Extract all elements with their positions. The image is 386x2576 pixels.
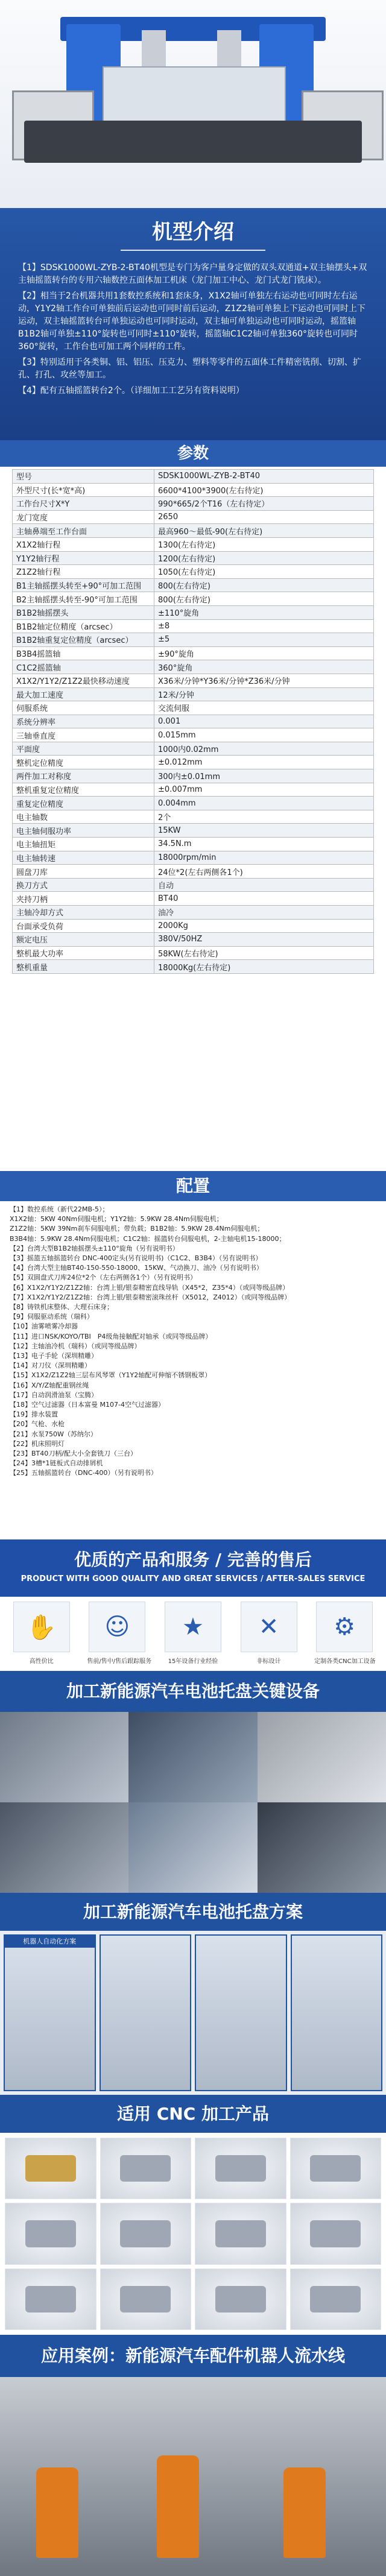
- params-value: 1000内0.02mm: [154, 742, 374, 756]
- params-label: 电主轴数: [13, 810, 154, 824]
- product-photo: [100, 2203, 192, 2264]
- config-item: Z1Z2轴：5KW 39Nm刹车伺服电机；带负载；B1B2轴：5.9KW 28.4Nm伺服电机；: [10, 1225, 264, 1233]
- tools-icon: ✕: [241, 1602, 297, 1652]
- config-item: B3B4轴：5.9KW 28.4Nm伺服电机；C1C2轴：摇篮转台伺服电机，2-主轴电机15-18000；: [10, 1234, 286, 1243]
- params-row: [13, 510, 374, 524]
- params-row: [13, 756, 374, 769]
- equipment-photo: [128, 1712, 257, 1802]
- service-label: 15年设备行业经验: [168, 1658, 218, 1665]
- applications-section: [0, 2335, 386, 2576]
- params-label: 最大加工速度: [13, 687, 154, 701]
- service-section: [0, 1539, 386, 1671]
- params-row: [13, 524, 374, 538]
- params-row: [13, 633, 374, 647]
- params-row: [13, 960, 374, 974]
- params-row: [13, 470, 374, 484]
- params-label: X1X2轴行程: [13, 537, 154, 551]
- config-item: 【2】台湾大型B1B2轴摇摆头±110°旋角（另有说明书）: [10, 1244, 179, 1252]
- params-value: 1200(左右待定): [154, 551, 374, 565]
- params-label: 龙门宽度: [13, 510, 154, 524]
- handshake-icon: ✋: [13, 1602, 70, 1652]
- config-item: 【5】双圆盘式刀库24位*2个（左右两侧各1个）（另有说明书）: [10, 1274, 197, 1282]
- params-label: 型号: [13, 470, 154, 484]
- config-item: 【22】机床照明灯: [10, 1439, 65, 1448]
- team-icon: ☺: [89, 1602, 145, 1652]
- params-value: 360°旋角: [154, 660, 374, 674]
- params-section: [0, 467, 386, 1171]
- equipment-title: 加工新能源汽车电池托盘关键设备: [0, 1671, 386, 1712]
- equipment-section: [0, 1671, 386, 1893]
- config-item: 【8】铸铁机床整体、大理石床身；: [10, 1303, 113, 1312]
- params-value: ±0.007mm: [154, 783, 374, 797]
- config-title: 配置: [0, 1171, 386, 1201]
- service-item: [163, 1602, 223, 1665]
- params-value: ±90°旋角: [154, 646, 374, 660]
- params-row: [13, 619, 374, 633]
- config-item: 【20】气枪、水枪: [10, 1420, 65, 1428]
- params-label: B2主轴摇摆头转至-90°可加工范围: [13, 592, 154, 606]
- config-item: 【4】台湾大型主轴BT40-150-550-18000、15KW、气动换刀、油冷（另有说明书）: [10, 1264, 263, 1272]
- params-value: 交流伺服: [154, 701, 374, 715]
- tray-solution-title: 加工新能源汽车电池托盘方案: [0, 1893, 386, 1931]
- equipment-photo: [0, 1802, 128, 1893]
- params-label: 整机最大功率: [13, 946, 154, 960]
- params-label: 电主轴伺服功率: [13, 824, 154, 838]
- service-label: 售前/售中/售后跟踪服务: [87, 1658, 152, 1665]
- product-photo: [195, 2138, 286, 2199]
- params-label: B1B2轴摇摆头: [13, 605, 154, 619]
- service-title: 优质的产品和服务 / 完善的售后: [74, 1550, 312, 1570]
- params-row: [13, 797, 374, 810]
- params-value: 800(左右待定): [154, 578, 374, 592]
- hero-machine-image: [0, 0, 386, 208]
- tray-solution-section: [0, 1893, 386, 2095]
- config-item: 【24】3槽*1链板式自动排屑机: [10, 1459, 103, 1468]
- robot-line-photo: [0, 2377, 386, 2576]
- params-row: [13, 565, 374, 579]
- params-table: [12, 469, 374, 974]
- product-photo: [5, 2138, 96, 2199]
- products-section: [0, 2095, 386, 2335]
- params-value: 自动: [154, 878, 374, 892]
- params-row: [13, 592, 374, 606]
- params-row: [13, 497, 374, 511]
- certificate-icon: ★: [165, 1602, 221, 1652]
- params-label: 电主轴扭矩: [13, 838, 154, 851]
- intro-paragraph: 【1】SDSK1000WL-ZYB-2-BT40机型是专门为客户量身定做的双头双通道+双主轴摆头+双主轴摇篮转台的专用六轴数控五面体加工机床（龙门加工中心、龙门式龙门铣床）。: [18, 263, 367, 285]
- product-photo: [195, 2268, 286, 2330]
- params-label: 两件加工对称度: [13, 769, 154, 783]
- params-label: 外型尺寸(长*宽*高): [13, 483, 154, 497]
- params-value: 0.004mm: [154, 797, 374, 810]
- tray-panel-caption: 机器人自动化方案: [5, 1936, 95, 1948]
- params-row: [13, 865, 374, 879]
- service-label: 高性价比: [29, 1658, 54, 1665]
- params-row: [13, 715, 374, 728]
- config-item: 【13】电子手轮（深圳精雕）: [10, 1352, 98, 1360]
- config-item: 【23】BT40刀柄/配大小全套铣刀（三台）: [10, 1450, 137, 1458]
- title-divider: [121, 250, 265, 251]
- params-label: 整机重量: [13, 960, 154, 974]
- params-row: [13, 483, 374, 497]
- params-value: X36米/分钟*Y36米/分钟*Z36米/分钟: [154, 674, 374, 687]
- params-label: 台面承受负荷: [13, 919, 154, 933]
- params-row: [13, 605, 374, 619]
- params-label: 额定电压: [13, 933, 154, 947]
- params-label: Y1Y2轴行程: [13, 551, 154, 565]
- params-row: [13, 824, 374, 838]
- params-value: 34.5N.m: [154, 838, 374, 851]
- params-label: 平面度: [13, 742, 154, 756]
- params-label: 工作台尺寸X*Y: [13, 497, 154, 511]
- tray-panel: [100, 1934, 192, 2091]
- config-item: 【10】油雾喷雾冷却器: [10, 1322, 78, 1331]
- params-label: 整机定位精度: [13, 756, 154, 769]
- params-row: [13, 810, 374, 824]
- params-value: 12米/分钟: [154, 687, 374, 701]
- service-label: 定制各类CNC加工设备: [314, 1658, 376, 1665]
- machine-panel: [103, 66, 286, 123]
- params-value: 最高960～最低-90(左右待定): [154, 524, 374, 538]
- robot-arm: [36, 2467, 78, 2558]
- product-photo: [290, 2203, 382, 2264]
- params-row: [13, 878, 374, 892]
- params-value: 18000rpm/min: [154, 851, 374, 865]
- equipment-photo: [0, 1712, 128, 1802]
- config-item: 【14】对刀仪（深圳精雕）: [10, 1362, 91, 1370]
- config-item: 【16】X/Y/Z轴配重钢丝绳: [10, 1381, 89, 1389]
- service-item: [11, 1602, 72, 1665]
- params-value: 2个: [154, 810, 374, 824]
- product-photo: [100, 2138, 192, 2199]
- config-item: 【1】数控系统（新代22MB-5）；: [10, 1205, 109, 1213]
- intro-section: [0, 208, 386, 440]
- params-label: Z1Z2轴行程: [13, 565, 154, 579]
- params-value: 1050(左右待定): [154, 565, 374, 579]
- config-item: 【17】自动润滑油泵（宝腾）: [10, 1391, 98, 1399]
- params-value: 24位*2(左右两侧各1个): [154, 865, 374, 879]
- params-row: [13, 674, 374, 687]
- tray-panel: [4, 1934, 96, 2091]
- params-row: [13, 701, 374, 715]
- params-value: 380V/50HZ: [154, 933, 374, 947]
- params-row: [13, 660, 374, 674]
- config-list: [0, 1201, 386, 1539]
- params-row: [13, 742, 374, 756]
- params-label: 整机重复定位精度: [13, 783, 154, 797]
- params-label: C1C2摇篮轴: [13, 660, 154, 674]
- service-icons: [0, 1597, 386, 1665]
- equipment-photo: [258, 1802, 386, 1893]
- params-title: 参数: [0, 440, 386, 467]
- params-label: X1X2/Y1Y2/Z1Z2最快移动速度: [13, 674, 154, 687]
- params-value: 15KW: [154, 824, 374, 838]
- intro-title: 机型介绍: [152, 220, 234, 244]
- config-item: 【3】摇篮五轴摇篮转台 DNC-400定头(另有说明书)（C1C2、B3B4）（另有说明书）: [10, 1254, 262, 1263]
- params-label: B3B4摇篮轴: [13, 646, 154, 660]
- params-label: B1B2轴重复定位精度（arcsec）: [13, 633, 154, 647]
- params-value: 6600*4100*3900(左右待定): [154, 483, 374, 497]
- params-row: [13, 906, 374, 920]
- params-value: ±8: [154, 619, 374, 633]
- product-photo: [5, 2268, 96, 2330]
- config-item: 【19】排水装置: [10, 1410, 58, 1419]
- config-item: 【21】水泵750W（苏纳尔）: [10, 1430, 97, 1438]
- service-item: [87, 1602, 152, 1665]
- config-item: 【11】进口NSK/KOYO/TBI P4级角接触配对轴承（或同等级品牌）: [10, 1332, 212, 1340]
- params-value: 2000Kg: [154, 919, 374, 933]
- params-value: 0.001: [154, 715, 374, 728]
- product-photo: [5, 2203, 96, 2264]
- params-value: SDSK1000WL-ZYB-2-BT40: [154, 470, 374, 484]
- params-row: [13, 728, 374, 742]
- products-grid: [0, 2133, 386, 2335]
- params-label: B1B2轴定位精度（arcsec）: [13, 619, 154, 633]
- service-item: [314, 1602, 375, 1665]
- product-photo: [100, 2268, 192, 2330]
- params-label: 伺服系统: [13, 701, 154, 715]
- params-label: 重复定位精度: [13, 797, 154, 810]
- params-row: [13, 946, 374, 960]
- params-row: [13, 919, 374, 933]
- params-value: 1300(左右待定): [154, 537, 374, 551]
- params-row: [13, 783, 374, 797]
- product-photo: [195, 2203, 286, 2264]
- product-photo: [290, 2138, 382, 2199]
- robot-arm: [157, 2455, 199, 2558]
- params-row: [13, 933, 374, 947]
- params-label: 主轴冷却方式: [13, 906, 154, 920]
- params-value: 800(左右待定): [154, 592, 374, 606]
- params-label: 电主轴转速: [13, 851, 154, 865]
- params-value: 58KW(左右待定): [154, 946, 374, 960]
- params-value: ±5: [154, 633, 374, 647]
- params-row: [13, 892, 374, 906]
- products-title: 适用 CNC 加工产品: [0, 2095, 386, 2133]
- tray-solution-panels: [0, 1931, 386, 2095]
- params-value: 990*665/2个T16（左右待定）: [154, 497, 374, 511]
- intro-paragraph: 【4】配有五轴摇篮转台2个。（详细加工工艺另有资料说明）: [18, 386, 244, 396]
- params-label: 夹持刀柄: [13, 892, 154, 906]
- equipment-photo: [128, 1802, 257, 1893]
- params-value: BT40: [154, 892, 374, 906]
- params-row: [13, 769, 374, 783]
- params-row: [13, 537, 374, 551]
- params-label: 圆盘刀库: [13, 865, 154, 879]
- params-value: 0.015mm: [154, 728, 374, 742]
- product-photo: [290, 2268, 382, 2330]
- config-item: 【12】主轴油冷机（瑞科）（或同等级品牌）: [10, 1342, 141, 1350]
- intro-paragraph: 【3】特别适用于各类铜、铝、铝压、压克力、塑料等零件的五面体工件精密铣削、切割、扩孔、打孔、攻丝等加工。: [18, 358, 361, 380]
- config-item: 【18】空气过滤器（日本富曼 M107-4空气过滤器）: [10, 1401, 165, 1409]
- service-item: [239, 1602, 299, 1665]
- service-header: [0, 1539, 386, 1597]
- params-row: [13, 578, 374, 592]
- params-value: 2650: [154, 510, 374, 524]
- tray-panel: [195, 1934, 287, 2091]
- params-label: 三轴垂直度: [13, 728, 154, 742]
- params-value: 300内±0.01mm: [154, 769, 374, 783]
- tray-panel: [291, 1934, 383, 2091]
- service-subtitle: PRODUCT WITH GOOD QUALITY AND GREAT SERVICES / AFTER-SALES SERVICE: [21, 1574, 365, 1583]
- config-item: 【7】X1X2/Y1Y2/Z1Z2轴：台湾上银/银泰精密滚珠丝杆（X5012，Z4012）（或同等级品牌）: [10, 1293, 291, 1301]
- params-label: 系统分辨率: [13, 715, 154, 728]
- equipment-photos: [0, 1712, 386, 1893]
- params-value: 油冷: [154, 906, 374, 920]
- applications-title: 应用案例：新能源汽车配件机器人流水线: [0, 2335, 386, 2377]
- params-row: [13, 838, 374, 851]
- config-item: 【15】X1X2/Z1Z2轴三层布风琴罩（Y1Y2轴配可伸缩不锈钢板罩）: [10, 1371, 212, 1380]
- machine-icon: ⚙: [316, 1602, 373, 1652]
- service-label: 非标设计: [256, 1658, 281, 1665]
- machine-bed: [24, 121, 362, 163]
- robot-arm: [283, 2467, 326, 2558]
- params-row: [13, 551, 374, 565]
- intro-paragraph: 【2】相当于2台机器共用1套数控系统和1套床身，X1X2轴可单独左右运动也可同时左右运动，Y1Y2轴工作台可单独前后运动也可同时前后运动，Z1Z2轴可单独上下运动也可同时上下运动，双主轴摇篮转台可单独运动也可同时运动，双主轴可单独运动也可同时运动，摇篮轴B1B2轴可单独±110°旋转也可同时±110°旋转，摇篮轴C1C2轴可单独360°旋转也可同时360°旋转，工作台也可加工两个同样的工件。: [18, 291, 365, 352]
- params-label: 主轴鼻端至工作台面: [13, 524, 154, 538]
- params-row: [13, 851, 374, 865]
- equipment-photo: [258, 1712, 386, 1802]
- params-row: [13, 646, 374, 660]
- params-value: ±0.012mm: [154, 756, 374, 769]
- config-item: X1X2轴：5KW 40Nm伺服电机；Y1Y2轴：5.9KW 28.4Nm伺服电机；: [10, 1215, 223, 1223]
- config-item: 【9】伺服驱动系统（瑞科）: [10, 1313, 93, 1321]
- params-row: [13, 687, 374, 701]
- config-item: 【25】五轴摇篮转台（DNC-400）（另有说明书）: [10, 1469, 157, 1477]
- params-value: 18000Kg(左右待定): [154, 960, 374, 974]
- params-label: B1主轴摇摆头转至+90°可加工范围: [13, 578, 154, 592]
- config-item: 【6】X1X2/Y1Y2/Z1Z2轴：台湾上银/银泰精密直线导轨（X45*2，Z35*4）（或同等级品牌）: [10, 1283, 290, 1292]
- params-label: 换刀方式: [13, 878, 154, 892]
- params-value: ±110°旋角: [154, 605, 374, 619]
